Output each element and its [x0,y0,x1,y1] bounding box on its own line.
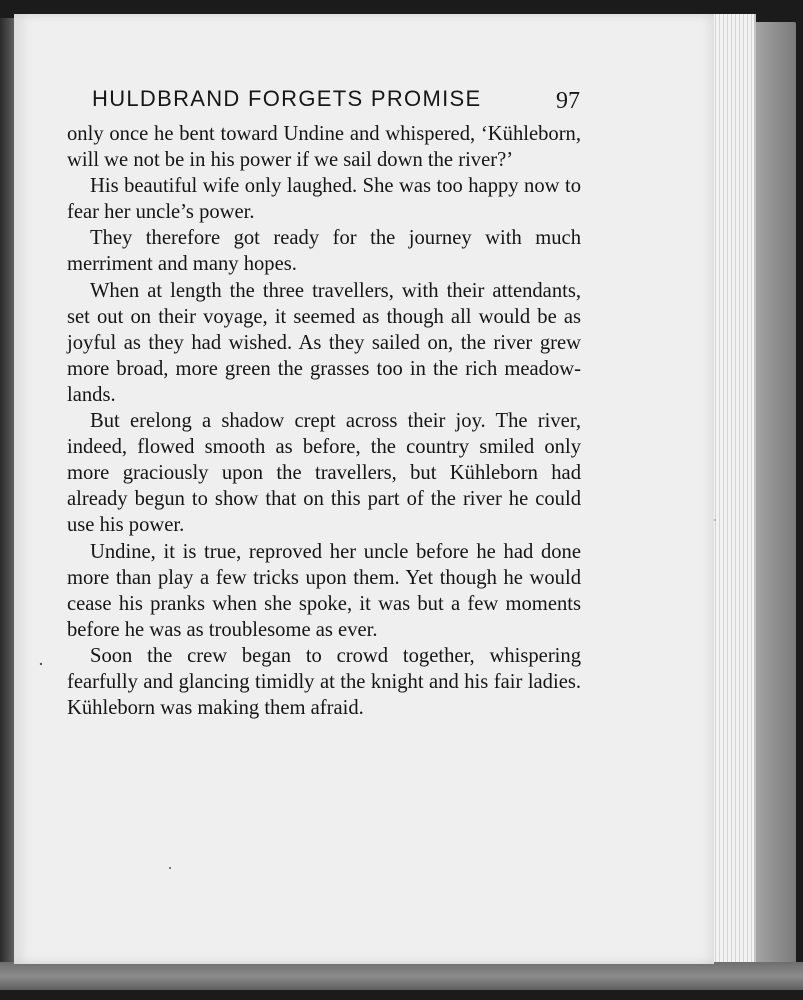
paragraph: His beautiful wife only laughed. She was too happy now to fear her uncle’s power. [67,175,581,224]
paragraph: Undine, it is true, reproved her uncle before he had done more than play a few tricks upon them. Yet though he would cease his pranks when she spoke, it was but a few moments before he was as troublesome as ever. [67,540,581,641]
paragraph: only once he bent toward Undine and whispered, ‘Kühleborn, will we not be in his power if we sail down the river?’ [67,123,581,172]
chapter-title: HULDBRAND FORGETS PROMISE [92,86,482,111]
body-text [67,121,581,721]
paragraph: They therefore got ready for the journey with much merriment and many hopes. [67,227,581,276]
paragraph: When at length the three travellers, with their attendants, set out on their voyage, it seemed as though all would be as joyful as they had wished. As they sailed on, the river grew more broad, more green the grasses too in the rich meadow-lands. [67,279,581,406]
paragraph: But erelong a shadow crept across their joy. The river, indeed, flowed smooth as before, the country smiled only more graciously upon the travellers, but Kühleborn had already begun to show that on this part of the river he could use his power. [67,410,581,537]
paragraph: Soon the crew began to crowd together, whispering fearfully and glancing timidly at the knight and his fair ladies. Kühleborn was making them afraid. [67,644,581,720]
page-number: 97 [556,88,580,114]
running-header [92,82,590,118]
cover-cloth-bottom [0,962,803,990]
